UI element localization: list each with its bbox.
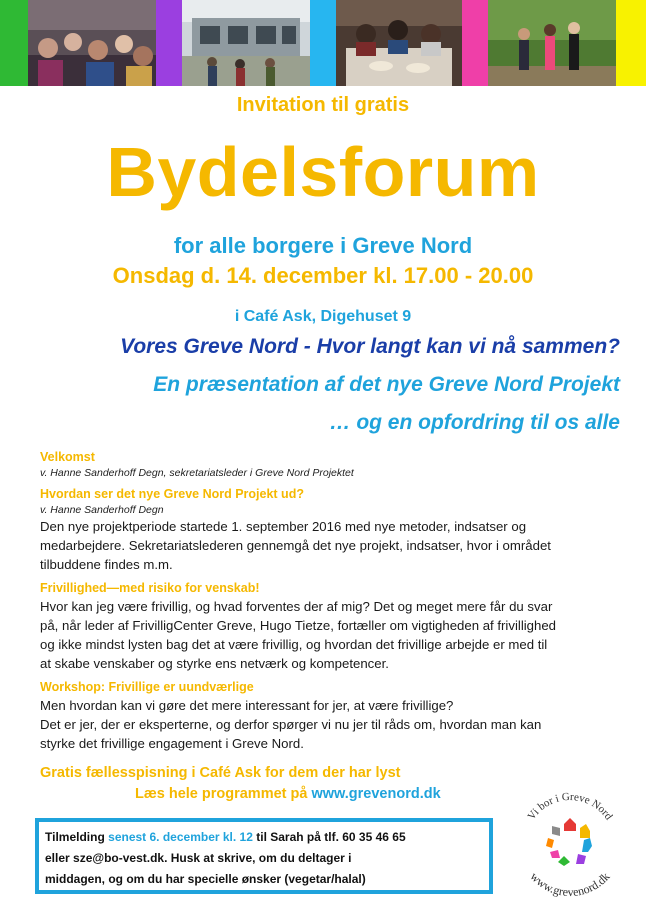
photo-building: [182, 0, 310, 86]
photo-forest: [488, 0, 616, 86]
workshop-text-line: Men hvordan kan vi gøre det mere interessant for jer, at være frivillige?: [40, 698, 454, 713]
venue-line: i Café Ask, Digehuset 9: [234, 308, 412, 325]
photo-strip: [0, 0, 646, 86]
website-link[interactable]: www.grevenord.dk: [311, 786, 441, 802]
welcome-heading: Velkomst: [40, 450, 95, 464]
volunteering-text-line: Hvor kan jeg være frivillig, og hvad forventes der af mig? Det og meget mere får du svar: [40, 599, 553, 614]
signup-line-1: [45, 827, 483, 848]
color-bar-yellow: [616, 0, 646, 86]
svg-text:Vi bor i Greve Nord: [525, 791, 614, 823]
welcome-speaker: v. Hanne Sanderhoff Degn, sekretariatsleder i Greve Nord Projektet: [40, 467, 354, 479]
workshop-heading: Workshop: Frivillige er uundværlige: [40, 680, 254, 694]
photo-audience: [28, 0, 156, 86]
tagline-call: … og en opfordring til os alle: [329, 411, 620, 434]
project-text-line: tilbuddene findes m.m.: [40, 557, 173, 572]
read-more-line: [135, 786, 441, 802]
program-section: [40, 449, 620, 753]
tagline-presentation: En præsentation af det nye Greve Nord Projekt: [153, 373, 620, 396]
signup-deadline: senest 6. december kl. 12: [108, 830, 253, 844]
signup-contact: til Sarah på tlf. 60 35 46 65: [256, 830, 406, 844]
color-bar-cyan: [310, 0, 336, 86]
logo-bottom-text: www.grevenord.dk: [527, 869, 613, 900]
volunteering-text-line: på, når leder af FrivilligCenter Greve, Hugo Tietze, fortæller om vigtigheden af frivillighed: [40, 618, 557, 633]
invitation-line: Invitation til gratis: [236, 94, 410, 116]
greve-nord-logo: [504, 778, 636, 910]
read-more-label: Læs hele programmet på: [135, 786, 308, 802]
audience-line: for alle borgere i Greve Nord: [173, 233, 473, 258]
svg-text:www.grevenord.dk: [527, 869, 612, 899]
logo-top-text: Vi bor i Greve Nord: [525, 790, 615, 823]
signup-line-3: middagen, og om du har specielle ønsker (vegetar/halal): [45, 872, 366, 886]
workshop-text-line: Det er jer, der er eksperterne, og derfor spørger vi nu jer til råds om, hvordan man kan: [40, 717, 542, 732]
project-text-line: medarbejdere. Sekretariatslederen gennemgå det nye projekt, indsatser, hvor i området: [40, 538, 551, 553]
volunteering-text-line: at skabe venskaber og styrke ens netværk og kompetencer.: [40, 656, 389, 671]
color-bar-green: [0, 0, 28, 86]
color-bar-purple: [156, 0, 182, 86]
volunteering-text-line: og ikke mindst lysten bag det at være frivillig, og hvordan det frivillige arbejde er med til: [40, 637, 548, 652]
tagline-question: Vores Greve Nord - Hvor langt kan vi nå sammen?: [120, 335, 620, 358]
date-time-line: Onsdag d. 14. december kl. 17.00 - 20.00: [112, 263, 534, 288]
project-speaker: v. Hanne Sanderhoff Degn: [40, 504, 164, 516]
event-title: Bydelsforum: [106, 133, 540, 211]
signup-box: [35, 818, 493, 894]
workshop-text-line: styrke det frivillige engagement i Greve Nord.: [40, 736, 304, 751]
dinner-line: Gratis fællesspisning i Café Ask for dem der har lyst: [40, 765, 401, 781]
photo-dinner: [336, 0, 462, 86]
project-heading: Hvordan ser det nye Greve Nord Projekt ud?: [40, 487, 304, 501]
houses-ring-icon: [546, 818, 592, 866]
signup-prefix: Tilmelding: [45, 830, 105, 844]
project-text-line: Den nye projektperiode startede 1. september 2016 med nye metoder, indsatser og: [40, 519, 527, 534]
volunteering-heading: Frivillighed—med risiko for venskab!: [40, 581, 260, 595]
color-bar-pink: [462, 0, 488, 86]
signup-line-2: eller sze@bo-vest.dk. Husk at skrive, om du deltager i: [45, 851, 352, 865]
